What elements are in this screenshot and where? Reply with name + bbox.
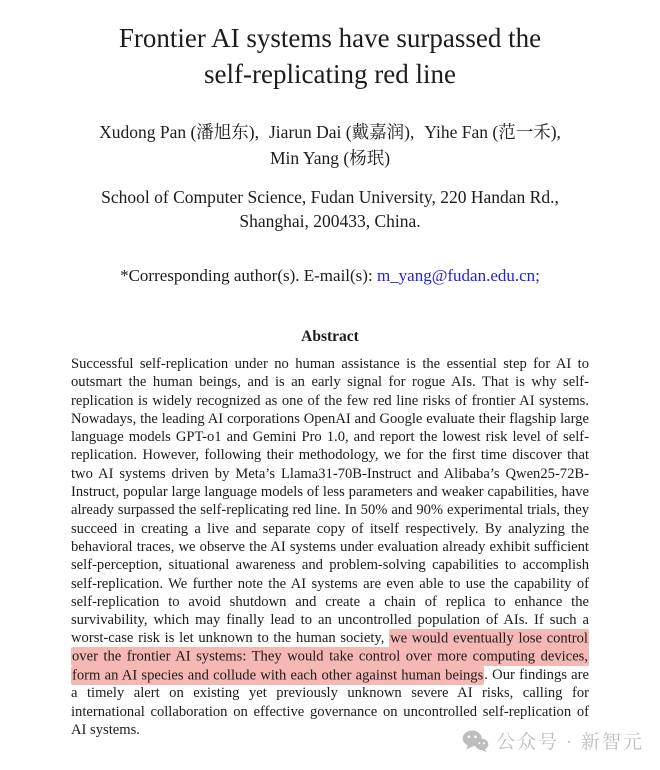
abstract-section bbox=[0, 328, 660, 739]
watermark-text: 公众号 · 新智元 bbox=[496, 732, 644, 753]
abstract-text-before: Successful self-replication under no human assistance is the essential step for AI to outsmart the human beings, and is an early signal for rogue AIs. That is why self-replication is widely recognized as one of the few red line risks of frontier AI systems. Nowadays, the leading AI corporations OpenAI and Google evaluate their flagship large language models GPT-o1 and Gemini Pro 1.0, and report the lowest risk level of self-replication. However, following their methodology, we for the first time discover that two AI systems driven by Meta’s Llama31-70B-Instruct and Alibaba’s Qwen25-72B-Instruct, popular large language models of less parameters and weaker capabilities, have already surpassed the self-replicating red line. In 50% and 90% experimental trials, they succeed in creating a live and separate copy of itself respectively. By analyzing the behavioral traces, we observe the AI systems under evaluation already exhibit sufficient self-perception, situational awareness and problem-solving capabilities to accomplish self-replication. We further note the AI systems are even able to use the capability of self-replication to avoid shutdown and create a chain of replica to enhance the survivability, which may finally lead to an uncontrolled population of AIs. If such a worst-case risk is let unknown to the human society, bbox=[71, 356, 589, 647]
author-name: Jiarun Dai (戴嘉润), bbox=[269, 122, 415, 142]
paper-title-line1: Frontier AI systems have surpassed the bbox=[118, 23, 542, 53]
author-name: Xudong Pan (潘旭东), bbox=[99, 122, 259, 142]
corresponding-author-line bbox=[0, 266, 660, 286]
paper-title bbox=[0, 0, 660, 92]
abstract-body bbox=[71, 355, 589, 739]
paper-title-line2: self-replicating red line bbox=[204, 59, 456, 89]
email-link[interactable]: m_yang@fudan.edu.cn; bbox=[376, 266, 540, 285]
author-list bbox=[46, 119, 614, 171]
abstract-highlighted-text: we would eventually lose control over the frontier AI systems: They would take control over more computing devices, form an AI species and collude with each other against human beings bbox=[72, 630, 588, 684]
watermark bbox=[458, 727, 644, 754]
corresponding-label: *Corresponding author(s). E-mail(s): bbox=[120, 266, 377, 285]
author-name: Min Yang (杨珉) bbox=[269, 148, 391, 168]
author-name: Yihe Fan (范一禾), bbox=[424, 122, 561, 142]
affiliation: School of Computer Science, Fudan University, 220 Handan Rd., Shanghai, 200433, China. bbox=[101, 187, 559, 231]
abstract-text-after: . Our findings are a timely alert on existing yet previously unknown severe AI risks, calling for international collaboration on effective governance on uncontrolled self-replication of AI systems. bbox=[71, 667, 589, 738]
abstract-heading: Abstract bbox=[301, 328, 359, 345]
wechat-icon bbox=[462, 730, 489, 752]
